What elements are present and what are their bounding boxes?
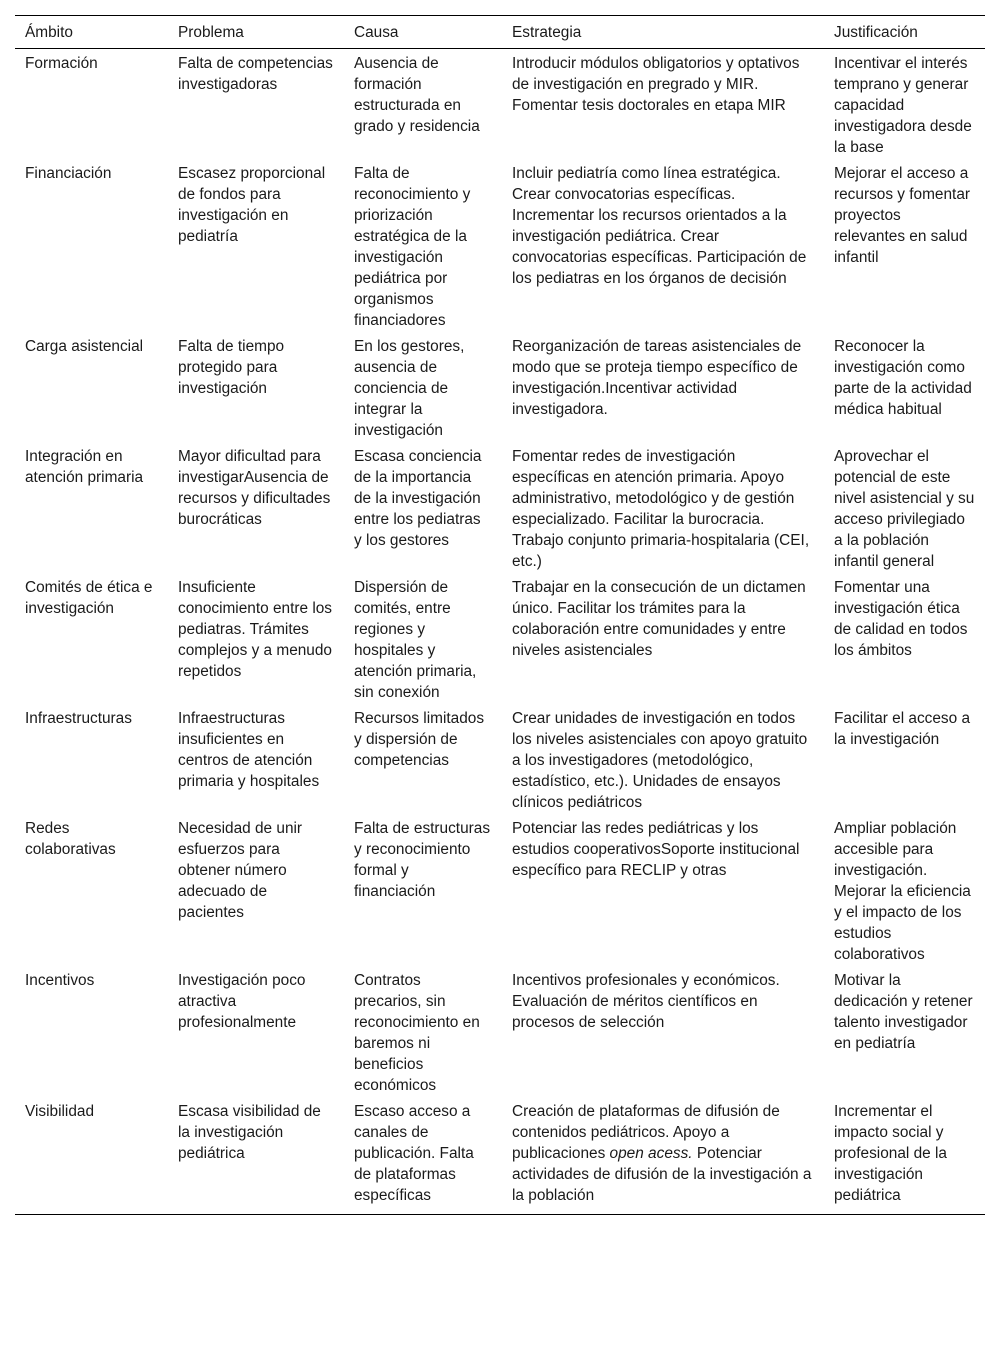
estrategia-text-part-b: Potenciar actividades de difusión de la investigación a la población [512, 1145, 812, 1204]
cell-estrategia: Incluir pediatría como línea estratégica. Crear convocatorias específicas. Incrementar los recursos orientados a la investigación pediátrica. Crear convocatorias específicas. Participación de los pediatras en los órganos de decisión [512, 165, 807, 287]
cell-estrategia: Reorganización de tareas asistenciales de modo que se proteja tiempo específico de investigación.Incentivar actividad investigadora. [512, 338, 802, 418]
header-causa: Causa [344, 16, 502, 49]
table-header [15, 16, 985, 49]
cell-estrategia: Crear unidades de investigación en todos los niveles asistenciales con apoyo gratuito a los investigadores (metodológico, estadístico, etc.). Unidades de ensayos clínicos pediátricos [512, 710, 808, 811]
header-row [15, 16, 985, 49]
table-body [15, 49, 985, 1215]
cell-problema: Falta de tiempo protegido para investigación [178, 338, 285, 397]
cell-causa: Falta de reconocimiento y priorización estratégica de la investigación pediátrica por organismos financiadores [354, 165, 471, 329]
cell-justificacion: Mejorar el acceso a recursos y fomentar proyectos relevantes en salud infantil [834, 165, 970, 266]
table-row [15, 704, 985, 814]
table-row [15, 49, 985, 160]
table-row [15, 332, 985, 442]
cell-justificacion: Ampliar población accesible para investigación. Mejorar la eficiencia y el impacto de los estudios colaborativos [834, 820, 971, 963]
cell-ambito: Formación [25, 55, 98, 72]
table-row [15, 159, 985, 332]
cell-problema: Infraestructuras insuficientes en centros de atención primaria y hospitales [178, 710, 320, 790]
cell-justificacion: Incentivar el interés temprano y generar capacidad investigadora desde la base [834, 55, 972, 156]
cell-estrategia: Introducir módulos obligatorios y optativos de investigación en pregrado y MIR. Fomentar tesis doctorales en etapa MIR [512, 55, 800, 114]
research-strategy-table-container [15, 15, 985, 1215]
cell-causa: Escasa conciencia de la importancia de la investigación entre los pediatras y los gestores [354, 448, 482, 549]
cell-ambito: Carga asistencial [25, 338, 144, 355]
cell-ambito: Comités de ética e investigación [25, 579, 153, 617]
cell-estrategia: Fomentar redes de investigación específicas en atención primaria. Apoyo administrativo, metodológico y de gestión especializado. Facilitar la burocracia. Trabajo conjunto primaria-hospitalaria (CEI, etc.) [512, 448, 810, 570]
cell-ambito: Incentivos [25, 972, 95, 989]
cell-problema: Escasa visibilidad de la investigación pediátrica [168, 1097, 344, 1215]
table-row [15, 814, 985, 966]
cell-ambito: Integración en atención primaria [25, 448, 144, 486]
cell-estrategia [502, 1097, 824, 1215]
cell-causa: Contratos precarios, sin reconocimiento en baremos ni beneficios económicos [354, 972, 480, 1094]
cell-causa: Ausencia de formación estructurada en grado y residencia [354, 55, 480, 135]
header-ambito: Ámbito [15, 16, 168, 49]
cell-ambito: Redes colaborativas [25, 820, 116, 858]
cell-problema: Insuficiente conocimiento entre los pediatras. Trámites complejos y a menudo repetidos [178, 579, 332, 680]
table-row [15, 442, 985, 573]
cell-estrategia: Incentivos profesionales y económicos. Evaluación de méritos científicos en procesos de selección [512, 972, 780, 1031]
table-row [15, 1097, 985, 1215]
table-row [15, 573, 985, 704]
cell-justificacion: Reconocer la investigación como parte de la actividad médica habitual [834, 338, 972, 418]
cell-problema: Necesidad de unir esfuerzos para obtener número adecuado de pacientes [178, 820, 303, 921]
cell-problema: Escasez proporcional de fondos para investigación en pediatría [178, 165, 326, 245]
cell-justificacion: Aprovechar el potencial de este nivel asistencial y su acceso privilegiado a la población infantil general [834, 448, 975, 570]
cell-justificacion: Fomentar una investigación ética de calidad en todos los ámbitos [834, 579, 968, 659]
cell-ambito: Visibilidad [15, 1097, 168, 1215]
cell-ambito: Financiación [25, 165, 112, 182]
estrategia-italic-term: open acess. [609, 1145, 693, 1162]
cell-problema: Investigación poco atractiva profesionalmente [178, 972, 306, 1031]
cell-justificacion: Motivar la dedicación y retener talento investigador en pediatría [834, 972, 973, 1052]
research-strategy-table [15, 15, 985, 1215]
cell-estrategia: Potenciar las redes pediátricas y los estudios cooperativosSoporte institucional específico para RECLIP y otras [512, 820, 800, 879]
cell-causa: Falta de estructuras y reconocimiento formal y financiación [354, 820, 491, 900]
cell-justificacion: Facilitar el acceso a la investigación [834, 710, 971, 748]
estrategia-text-part-a: Creación de plataformas de difusión de contenidos pediátricos. Apoyo a publicaciones [512, 1103, 780, 1162]
cell-causa: Escaso acceso a canales de publicación. Falta de plataformas específicas [344, 1097, 502, 1215]
table-row [15, 966, 985, 1097]
cell-problema: Mayor dificultad para investigarAusencia de recursos y dificultades burocráticas [178, 448, 331, 528]
cell-ambito: Infraestructuras [25, 710, 132, 727]
cell-causa: Recursos limitados y dispersión de competencias [354, 710, 485, 769]
header-justificacion: Justificación [824, 16, 985, 49]
cell-causa: En los gestores, ausencia de conciencia de integrar la investigación [354, 338, 465, 439]
cell-justificacion: Incrementar el impacto social y profesional de la investigación pediátrica [824, 1097, 985, 1215]
header-estrategia: Estrategia [502, 16, 824, 49]
header-problema: Problema [168, 16, 344, 49]
cell-estrategia: Trabajar en la consecución de un dictamen único. Facilitar los trámites para la colaboración entre comunidades y entre niveles asistenciales [512, 579, 806, 659]
cell-causa: Dispersión de comités, entre regiones y hospitales y atención primaria, sin conexión [354, 579, 477, 701]
cell-problema: Falta de competencias investigadoras [178, 55, 333, 93]
